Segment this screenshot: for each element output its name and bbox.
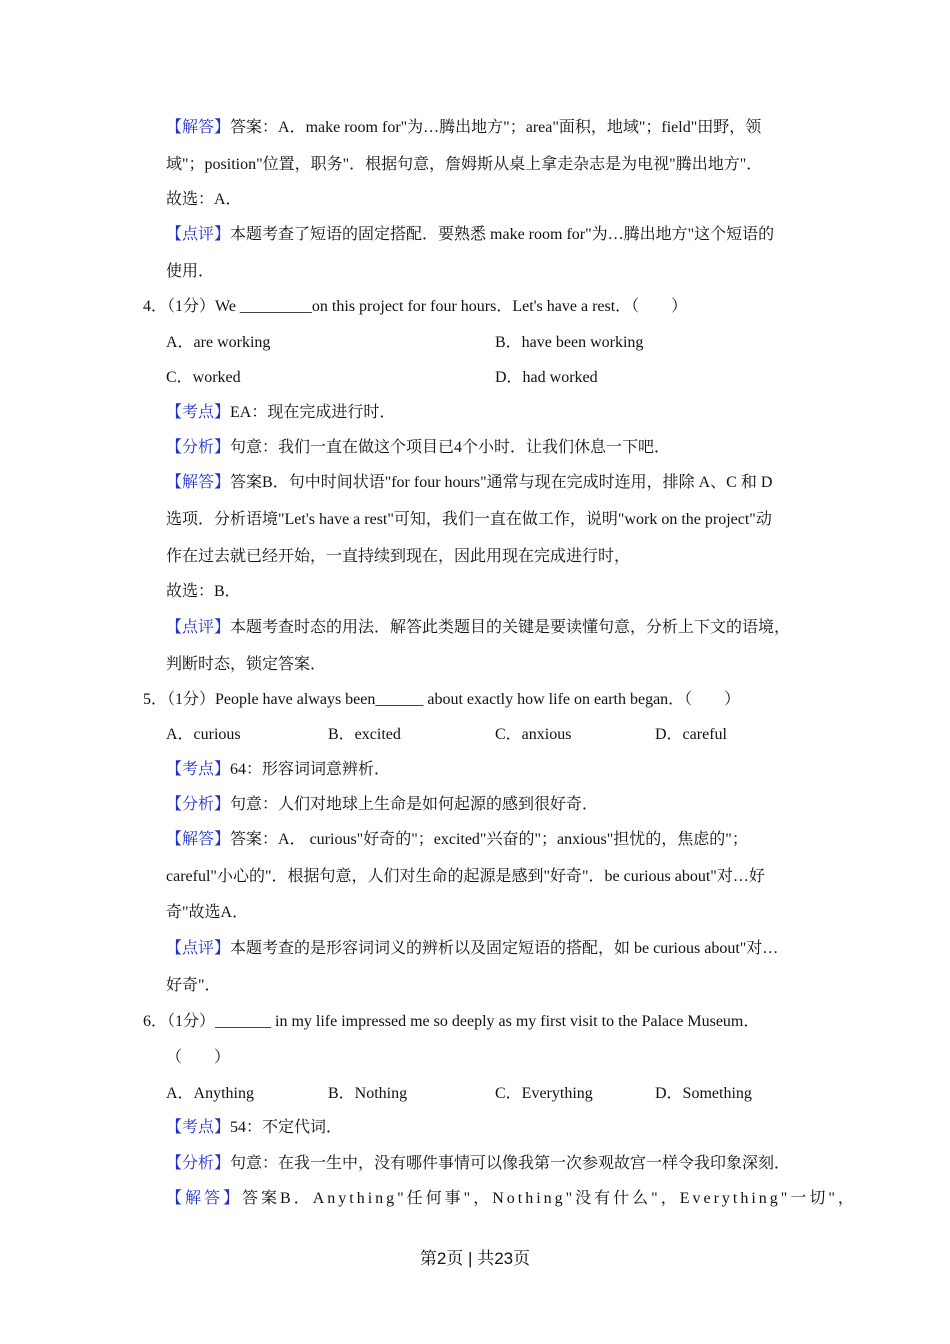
prev-answer-line <box>166 118 761 138</box>
text: 本题考查了短语的固定搭配．要熟悉 make room for"为…腾出地方"这个短语的 <box>230 226 775 243</box>
q4-option-b: B．have been working <box>495 334 644 351</box>
prev-answer-line: 故选：A． <box>166 191 242 208</box>
text: 答案B．句中时间状语"for four hours"通常与现在完成时连用，排除 A、C 和 D <box>230 474 773 491</box>
q5-analysis <box>166 795 598 815</box>
text: 64：形容词词意辨析． <box>230 761 391 778</box>
question-5-stem: 5．（1分）People have always been______ about exactly how life on earth began．（ ） <box>143 691 741 708</box>
q6-paren: （ ） <box>166 1049 231 1066</box>
question-6-stem: 6．（1分）_______ in my life impressed me so deeply as my first visit to the Palace Museum． <box>143 1013 760 1030</box>
prev-comment-line <box>166 225 774 245</box>
text: 句意：我们一直在做这个项目已4个小时．让我们休息一下吧． <box>230 439 671 456</box>
text: 本题考查的是形容词词义的辨析以及固定短语的搭配，如 be curious about"对… <box>230 940 779 957</box>
text: 54：不定代词． <box>230 1119 343 1136</box>
answer-tag: 【解答】 <box>166 831 231 848</box>
prev-answer-line: 域"；position"位置，职务"．根据句意，詹姆斯从桌上拿走杂志是为电视"腾出地方"． <box>166 156 763 173</box>
comment-tag: 【点评】 <box>166 940 231 957</box>
q5-option-d: D．careful <box>655 726 727 743</box>
q5-option-b: B．excited <box>328 726 401 743</box>
q5-comment <box>166 939 778 959</box>
q5-option-c: C．anxious <box>495 726 572 743</box>
point-tag: 【考点】 <box>166 1119 231 1136</box>
q6-option-c: C．Everything <box>495 1085 593 1102</box>
q4-option-a: A．are working <box>166 334 271 351</box>
q4-point <box>166 403 395 423</box>
page-footer: 第2页 | 共23页 <box>419 1249 531 1268</box>
comment-tag: 【点评】 <box>166 226 231 243</box>
text: 答案：A．make room for"为…腾出地方"；area"面积，地域"；field"田野，领 <box>230 119 762 136</box>
point-tag: 【考点】 <box>166 761 231 778</box>
q4-answer <box>166 473 772 493</box>
q6-point <box>166 1118 342 1138</box>
question-4-stem: 4．（1分）We _________on this project for four hours．Let's have a rest．（ ） <box>143 298 688 315</box>
q5-answer-line: 奇"故选A． <box>166 904 249 921</box>
text: 答案：A． curious"好奇的"；excited"兴奋的"；anxious"担忧的，焦虑的"； <box>230 831 748 848</box>
q4-comment <box>166 618 790 638</box>
text: 句意：在我一生中，没有哪件事情可以像我第一次参观故宫一样令我印象深刻． <box>230 1155 791 1172</box>
q5-option-a: A．curious <box>166 726 241 743</box>
q4-answer-line: 作在过去就已经开始，一直持续到现在，因此用现在完成进行时， <box>166 548 631 565</box>
analysis-tag: 【分析】 <box>166 439 231 456</box>
point-tag: 【考点】 <box>166 404 231 421</box>
q6-option-a: A．Anything <box>166 1085 255 1102</box>
answer-tag: 【解答】 <box>166 1190 243 1207</box>
q6-option-b: B．Nothing <box>328 1085 408 1102</box>
q5-comment-line: 好奇"． <box>166 977 221 994</box>
q4-answer-line: 选项．分析语境"Let's have a rest"可知，我们一直在做工作，说明"work on the project"动 <box>166 511 772 528</box>
q4-analysis <box>166 438 670 458</box>
q4-option-d: D．had worked <box>495 369 598 386</box>
analysis-tag: 【分析】 <box>166 796 231 813</box>
q4-answer-line: 故选：B． <box>166 583 241 600</box>
text: 答案B．Anything"任何事"，Nothing"没有什么"，Everything"一切"， <box>242 1190 857 1207</box>
q4-comment-line: 判断时态，锁定答案． <box>166 656 327 673</box>
prev-comment-line: 使用． <box>166 263 215 280</box>
answer-tag: 【解答】 <box>166 119 231 136</box>
q6-option-d: D．Something <box>655 1085 752 1102</box>
analysis-tag: 【分析】 <box>166 1155 231 1172</box>
text: 句意：人们对地球上生命是如何起源的感到很好奇． <box>230 796 599 813</box>
text: EA：现在完成进行时． <box>230 404 396 421</box>
q6-answer <box>166 1189 857 1209</box>
q6-analysis <box>166 1154 790 1174</box>
q5-point <box>166 760 390 780</box>
answer-tag: 【解答】 <box>166 474 231 491</box>
q4-option-c: C．worked <box>166 369 241 386</box>
q5-answer <box>166 830 748 850</box>
text: 本题考查时态的用法．解答此类题目的关键是要读懂句意，分析上下文的语境， <box>230 619 791 636</box>
comment-tag: 【点评】 <box>166 619 231 636</box>
q5-answer-line: careful"小心的"．根据句意，人们对生命的起源是感到"好奇"．be curious about"对…好 <box>166 868 765 885</box>
